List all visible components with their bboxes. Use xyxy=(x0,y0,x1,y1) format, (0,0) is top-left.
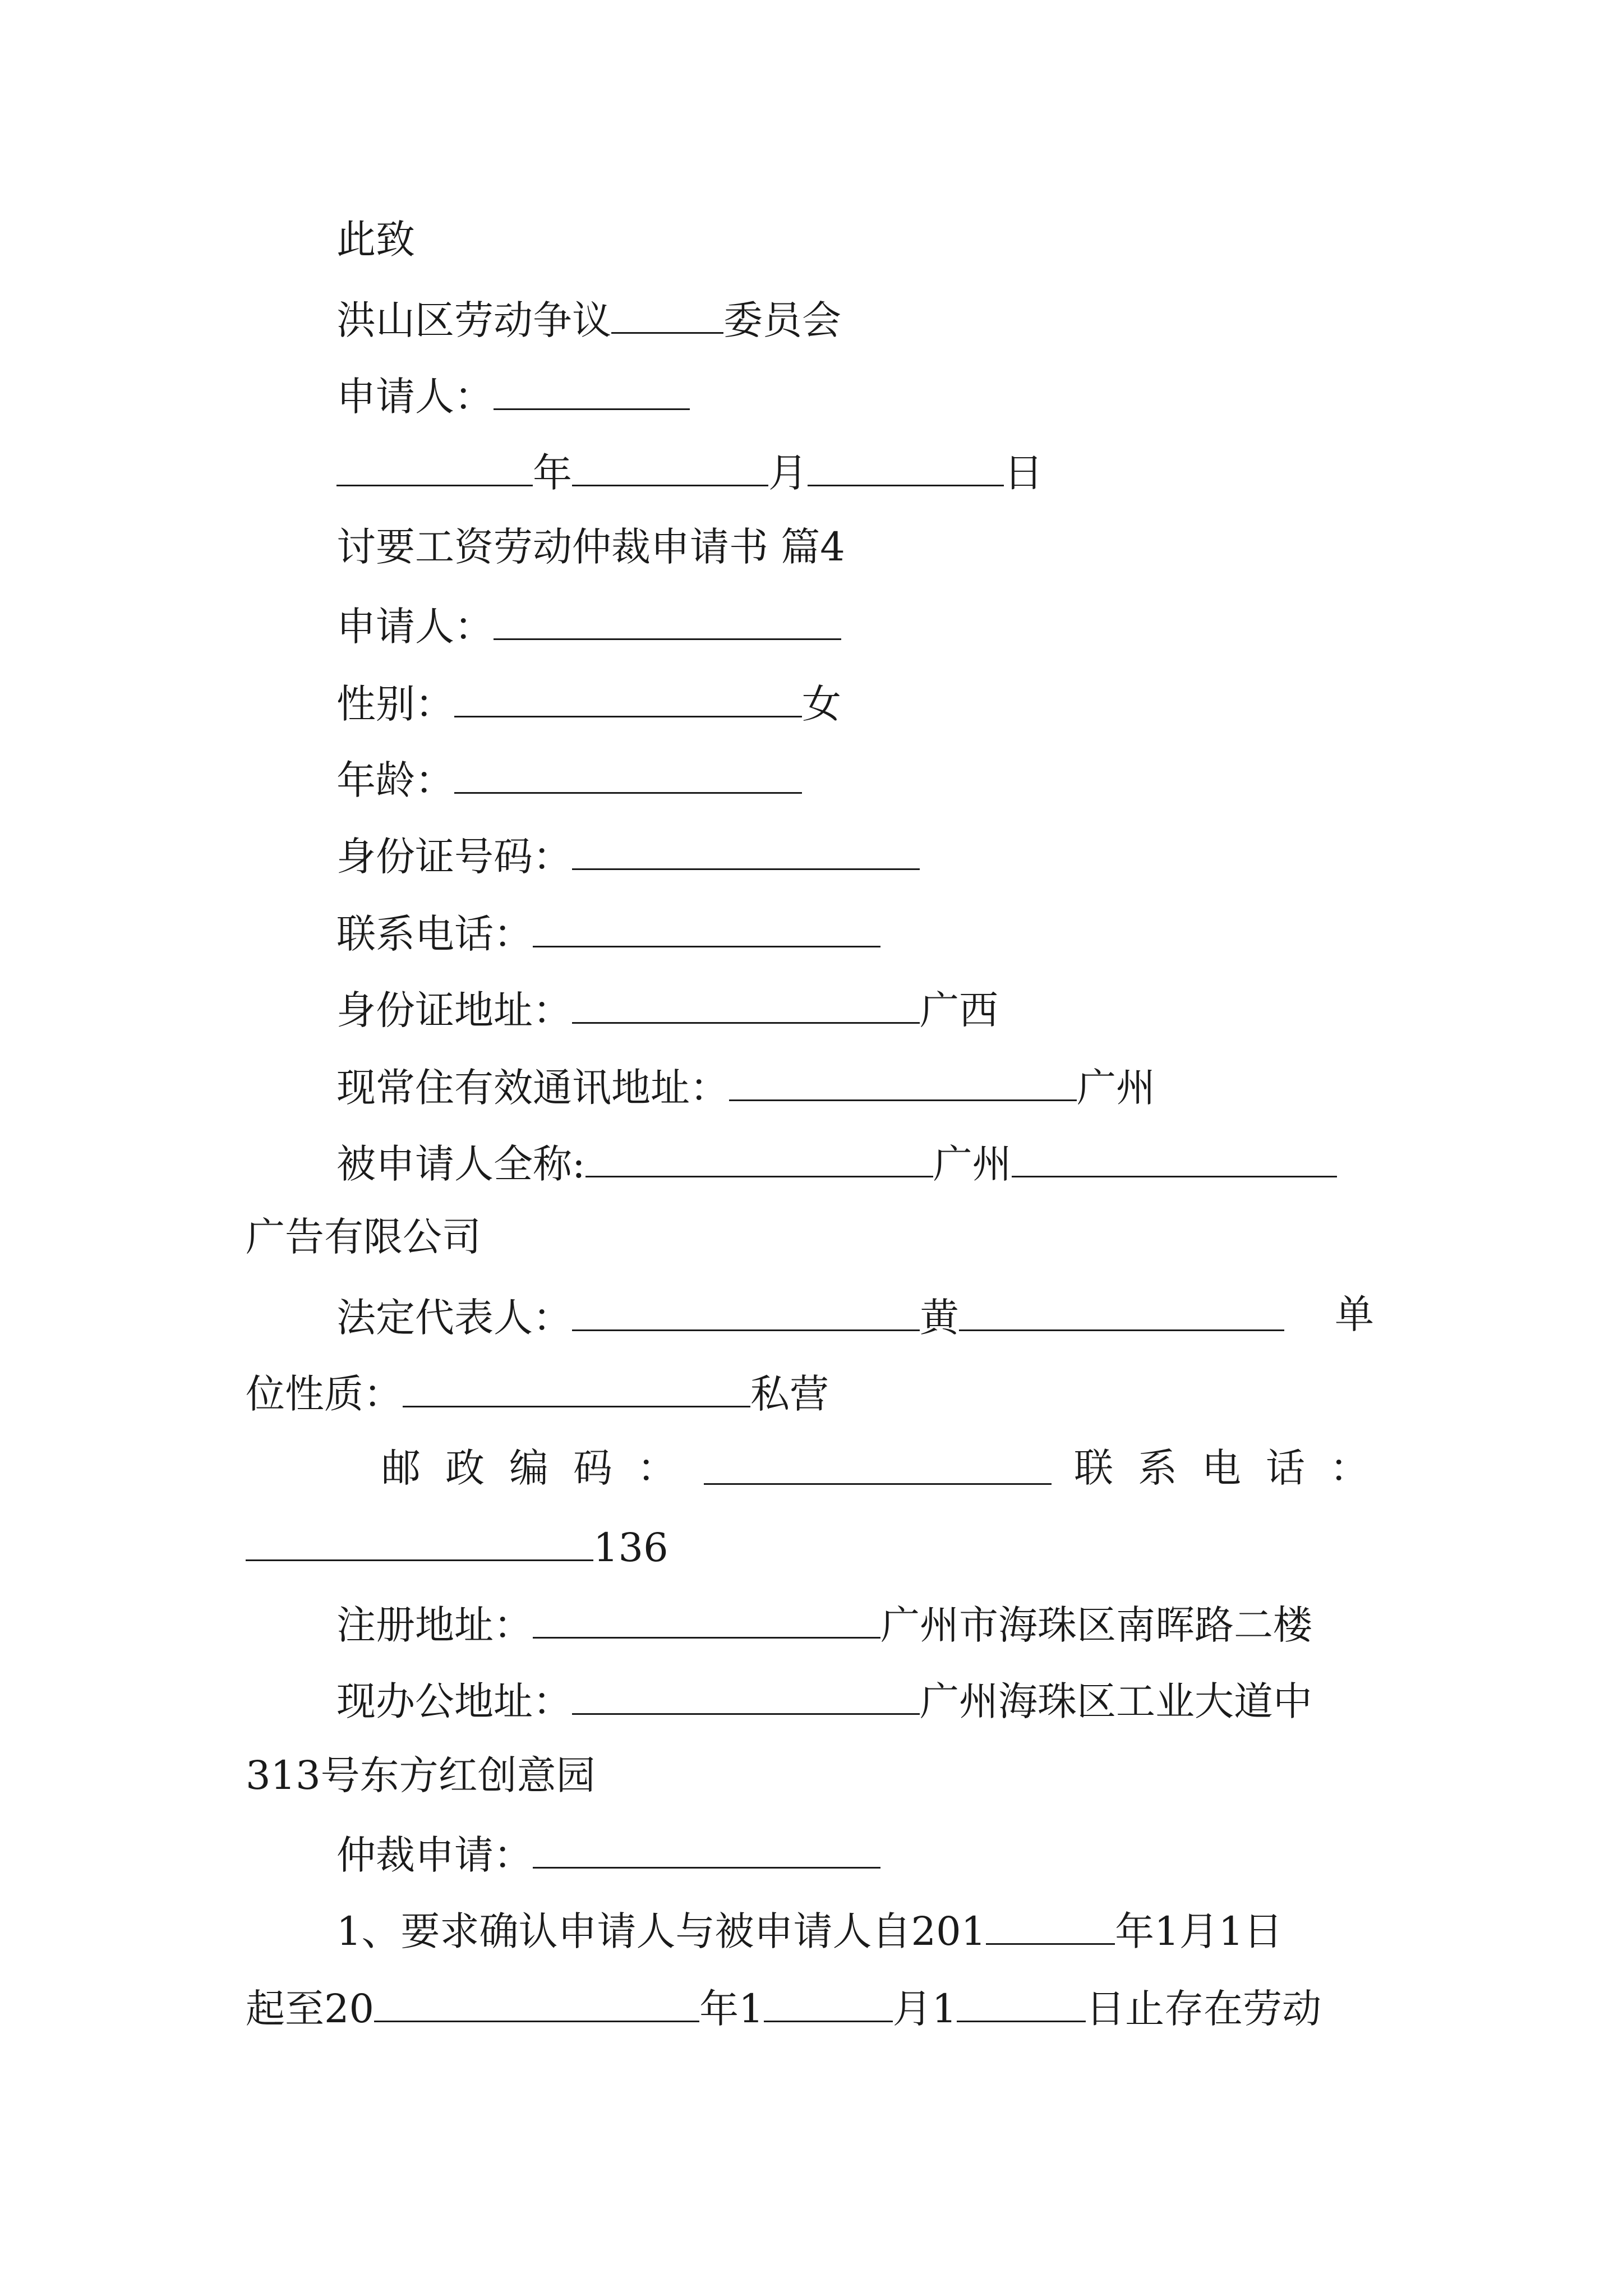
id-address-label: 身份证地址： xyxy=(336,987,572,1033)
blank-field xyxy=(533,1832,880,1869)
item1-continuation xyxy=(246,1986,1322,2032)
id-address-value: 广西 xyxy=(920,987,998,1033)
id-number-line xyxy=(336,834,920,880)
blank-field xyxy=(986,1908,1115,1945)
reg-address-label: 注册地址： xyxy=(336,1602,533,1648)
blank-field xyxy=(403,1371,750,1407)
committee-suffix: 委员会 xyxy=(723,297,841,343)
postcode-blank xyxy=(704,1448,1052,1491)
blank-field xyxy=(611,297,723,334)
committee-line xyxy=(336,297,841,343)
blank-field xyxy=(533,911,880,947)
applicant-line xyxy=(336,604,841,650)
salutation-text: 此致 xyxy=(336,217,415,263)
respondent-value: 广州 xyxy=(933,1141,1012,1187)
date-line xyxy=(336,450,1043,496)
legal-rep-value: 黄 xyxy=(920,1295,959,1341)
blank-field xyxy=(764,1986,893,2022)
blank-field xyxy=(572,834,920,870)
arbitration-label: 仲裁申请： xyxy=(336,1832,533,1878)
office-address-continuation-text: 313号东方红创意园 xyxy=(246,1752,596,1798)
year-label: 年 xyxy=(533,450,572,496)
id-address-line xyxy=(336,987,998,1033)
gender-line xyxy=(336,681,841,727)
blank-field xyxy=(729,1065,1077,1101)
item1-text-b: 年1月1日 xyxy=(1115,1908,1283,1954)
current-address-line xyxy=(336,1065,1155,1111)
blank-field xyxy=(704,1448,1052,1485)
office-address-line xyxy=(336,1678,1312,1724)
id-number-label: 身份证号码： xyxy=(336,834,572,880)
blank-field xyxy=(957,1986,1086,2022)
salutation xyxy=(336,217,415,263)
reg-address-value: 广州市海珠区南晖路二楼 xyxy=(880,1602,1312,1648)
arbitration-line xyxy=(336,1832,880,1878)
office-address-continuation xyxy=(246,1752,596,1798)
unit-nature-value: 私营 xyxy=(750,1371,829,1417)
respondent-line xyxy=(336,1141,1337,1187)
office-address-label: 现办公地址： xyxy=(336,1678,572,1724)
blank-field xyxy=(374,1986,699,2022)
current-address-label: 现常住有效通讯地址： xyxy=(336,1065,729,1111)
gender-label: 性别： xyxy=(336,681,454,727)
month-label: 月 xyxy=(768,450,808,496)
applicant-sign-line xyxy=(336,374,690,420)
phone2-value: 136 xyxy=(593,1525,668,1571)
item1-text-c: 起至20 xyxy=(246,1986,375,2032)
postcode-label: 邮政编码： xyxy=(381,1445,701,1491)
item1-text-e: 月1 xyxy=(892,1986,957,2032)
blank-field xyxy=(533,1602,880,1639)
unit-prefix-text: 单 xyxy=(1335,1291,1374,1337)
blank-field xyxy=(494,374,690,410)
day-label: 日 xyxy=(1004,450,1043,496)
unit-prefix xyxy=(1335,1291,1374,1337)
reg-address-line xyxy=(336,1602,1312,1648)
section-title xyxy=(336,524,845,570)
blank-field xyxy=(246,1525,593,1561)
respondent-continuation xyxy=(246,1214,481,1260)
applicant-sign-label: 申请人： xyxy=(336,374,494,420)
blank-field xyxy=(585,1141,933,1177)
blank-field xyxy=(454,757,802,794)
item1-text-d: 年1 xyxy=(699,1986,764,2032)
office-address-value: 广州海珠区工业大道中 xyxy=(920,1678,1312,1724)
blank-field xyxy=(572,450,768,486)
phone2-label: 联系电话： xyxy=(1074,1445,1394,1491)
unit-nature-label: 位性质： xyxy=(246,1371,403,1417)
blank-field xyxy=(336,450,533,486)
blank-field xyxy=(1012,1141,1337,1177)
phone2-value-line xyxy=(246,1525,668,1571)
blank-field xyxy=(572,1678,920,1715)
item1-text-f: 日止存在劳动 xyxy=(1086,1986,1322,2032)
age-label: 年龄： xyxy=(336,757,454,803)
respondent-label: 被申请人全称: xyxy=(336,1141,585,1187)
section-title-text: 讨要工资劳动仲裁申请书 篇4 xyxy=(336,524,845,570)
blank-field xyxy=(494,604,841,640)
blank-field xyxy=(959,1295,1284,1331)
gender-value: 女 xyxy=(802,681,841,727)
phone-label: 联系电话： xyxy=(336,911,533,957)
applicant-label: 申请人： xyxy=(336,604,494,650)
blank-field xyxy=(454,681,802,717)
item1-line xyxy=(336,1908,1283,1954)
age-line xyxy=(336,757,802,803)
unit-nature-line xyxy=(246,1371,829,1417)
legal-rep-label: 法定代表人： xyxy=(336,1295,572,1341)
respondent-continuation-text: 广告有限公司 xyxy=(246,1214,481,1260)
phone-line xyxy=(336,911,880,957)
current-address-value: 广州 xyxy=(1077,1065,1155,1111)
committee-prefix: 洪山区劳动争议 xyxy=(336,297,611,343)
blank-field xyxy=(808,450,1004,486)
legal-rep-line xyxy=(336,1295,1284,1341)
blank-field xyxy=(572,987,920,1024)
postcode-line xyxy=(381,1445,701,1491)
blank-field xyxy=(572,1295,920,1331)
phone2-line xyxy=(1074,1445,1394,1491)
item1-text-a: 1、要求确认申请人与被申请人自201 xyxy=(336,1908,986,1954)
